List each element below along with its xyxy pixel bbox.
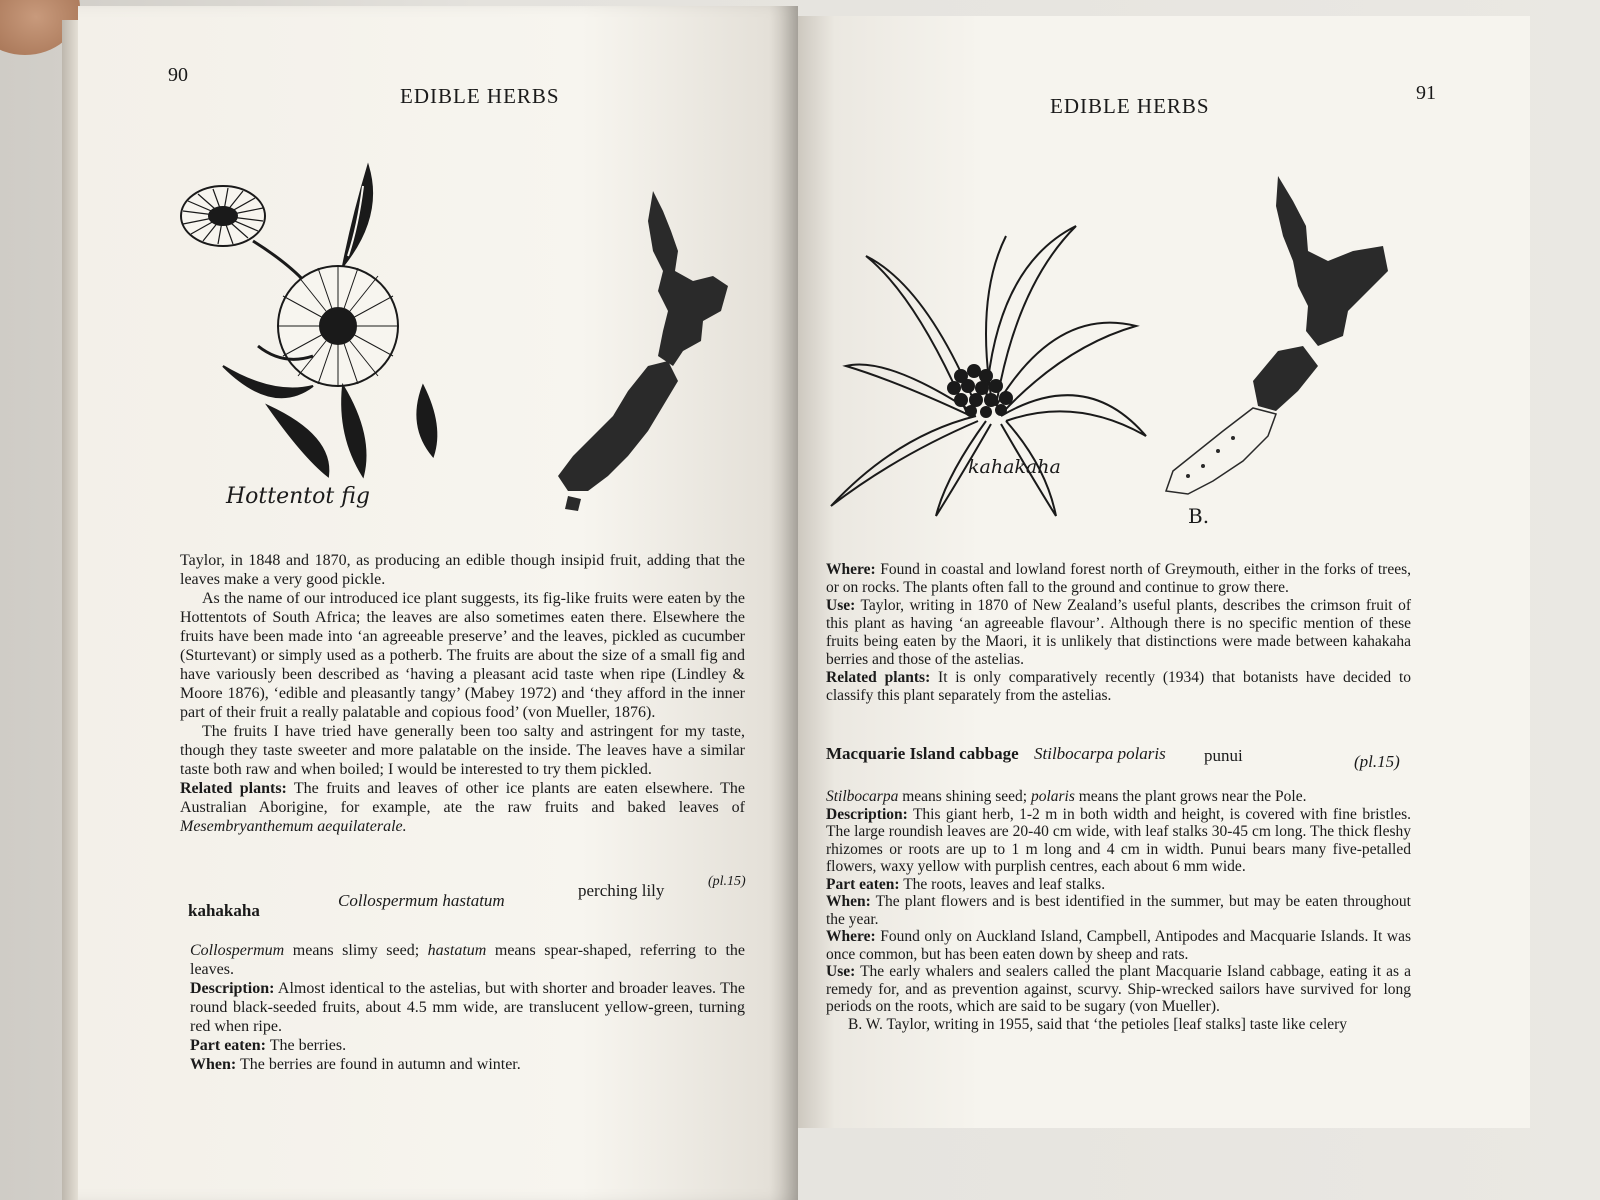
- left-body-text: [180, 551, 745, 836]
- related-plants-label: Related plants:: [180, 780, 287, 797]
- entry-scientific-name: Stilbocarpa polaris: [1034, 744, 1166, 763]
- illustration-label: kahakaha: [968, 456, 1061, 478]
- when-text: The berries are found in autumn and winter.: [239, 1056, 521, 1073]
- genus-name: Stilbocarpa: [826, 788, 899, 805]
- related-plants: [826, 669, 1411, 705]
- paragraph: Taylor, in 1848 and 1870, as producing an edible though insipid fruit, adding that the leaves make a very good pickle.: [180, 552, 745, 588]
- related-plants-label: Related plants:: [826, 669, 931, 686]
- paragraph: As the name of our introduced ice plant suggests, its fig-like fruits were eaten by the Hottentots of South Africa; the leaves are also sometimes eaten there. Elsewhere the fruits have been made into ‘an agreeable preserve’ and the leaves, pickled as cucumber (Sturtevant) or simply used as a potherb. The fruits are about the size of a small fig and have variously been described as ‘having a pleasant acid taste when ripe (Lindley & Moore 1876), ‘edible and pleasantly tangy’ (Mabey 1972) and ‘they afford in the inner part of their fruit a really palatable and copious food’ (von Mueller, 1876).: [180, 590, 745, 721]
- species-name: polaris: [1030, 788, 1075, 805]
- use-text: The early whalers and sealers called the plant Macquarie Island cabbage, eating it as a remedy for, and as prevention against, scurvy. Ship-wrecked sailors have survived for long periods on the roots, which are said to be sugary (von Mueller).: [826, 963, 1411, 1015]
- entry-scientific-name: Collospermum hastatum: [338, 891, 505, 910]
- description-text: Almost identical to the astelias, but with shorter and broader leaves. The round black-seeded fruits, about 4.5 mm wide, are translucent yellow-green, turning red when ripe.: [190, 980, 745, 1035]
- part-eaten: [190, 1036, 745, 1055]
- related-plants-text: It is only comparatively recently (1934) that botanists have decided to classify this plant separately from the astelias.: [826, 669, 1412, 704]
- macquarie-entry-text: [826, 788, 1411, 1033]
- genus-meaning: means slimy seed;: [292, 942, 420, 959]
- part-eaten: [826, 876, 1411, 894]
- right-body-text: [826, 561, 1411, 705]
- where: [826, 561, 1411, 597]
- kahakaha-illustration: [826, 206, 1156, 526]
- entry-common-name: Macquarie Island cabbage: [826, 744, 1019, 763]
- use-label: Use:: [826, 597, 856, 614]
- nz-distribution-map: [553, 191, 753, 521]
- use-label: Use:: [826, 963, 856, 980]
- species-meaning: means spear-shaped, referring to the leaves.: [190, 942, 746, 978]
- page-number: 91: [1416, 82, 1436, 104]
- part-eaten-label: Part eaten:: [190, 1037, 266, 1054]
- where: [826, 928, 1411, 963]
- etymology: [190, 941, 745, 979]
- etymology: [826, 788, 1411, 806]
- right-page: [798, 16, 1530, 1128]
- related-plants-paragraph: [180, 779, 745, 836]
- description-text: This giant herb, 1-2 m in both width and height, is covered with fine bristles. The large roundish leaves are 20-40 cm wide, with leaf stalks 30-45 cm long. The thick fleshy rhizomes or roots are up to 1 m long and 4 cm in width. Punui bears many five-petalled flowers, waxy yellow with purplish centres, each about 6 mm wide.: [826, 805, 1411, 875]
- last-line: B. W. Taylor, writing in 1955, said that ‘the petioles [leaf stalks] taste like celery: [848, 1015, 1348, 1033]
- entry-plate-ref: (pl.15): [708, 874, 746, 889]
- nz-distribution-map: [1158, 176, 1418, 536]
- map-mark: B.: [1188, 504, 1210, 528]
- when: [826, 893, 1411, 928]
- description-label: Description:: [190, 980, 275, 997]
- part-eaten-text: The roots, leaves and leaf stalks.: [903, 875, 1106, 893]
- use: [826, 597, 1411, 669]
- entry-alt-name: perching lily: [578, 881, 665, 900]
- running-head: EDIBLE HERBS: [400, 84, 560, 108]
- entry-alt-name: punui: [1204, 746, 1243, 765]
- entry-common-name: kahakaha: [188, 901, 260, 920]
- when-label: When:: [190, 1056, 237, 1073]
- where-text: Found only on Auckland Island, Campbell, Antipodes and Macquarie Islands. It was once common, but has been eaten down by sheep and rats.: [826, 928, 1411, 963]
- related-plants-text: The fruits and leaves of other ice plants are eaten elsewhere. The Australian Aborigine, for example, ate the raw fruits and baked leaves of: [180, 780, 745, 816]
- left-page: [78, 6, 798, 1200]
- description: [826, 806, 1411, 876]
- hottentot-fig-illustration: [163, 156, 463, 486]
- entry-heading: [188, 874, 758, 920]
- species-meaning: means the plant grows near the Pole.: [1078, 788, 1307, 805]
- page-number: 90: [168, 64, 188, 86]
- entry-heading: [826, 744, 1416, 774]
- when: [190, 1055, 745, 1074]
- kahakaha-entry-text: [190, 941, 745, 1074]
- part-eaten-label: Part eaten:: [826, 875, 900, 893]
- genus-meaning: means shining seed;: [902, 788, 1028, 805]
- use: [826, 963, 1411, 1016]
- description-label: Description:: [826, 805, 908, 823]
- description: [190, 979, 745, 1036]
- when-label: When:: [826, 893, 871, 910]
- where-label: Where:: [826, 928, 876, 945]
- entry-plate-ref: (pl.15): [1354, 752, 1400, 771]
- illustration-label: Hottentot fig: [226, 484, 370, 509]
- use-text: Taylor, writing in 1870 of New Zealand’s useful plants, describes the crimson fruit of this plant as having ‘an agreeable flavour’. Although there is no specific mention of these fruits being eaten by the Maori, it is unlikely that distinctions were made between kahakaha berries and those of the astelias.: [826, 597, 1411, 668]
- where-label: Where:: [826, 561, 876, 578]
- species-name: hastatum: [427, 942, 487, 959]
- part-eaten-text: The berries.: [269, 1037, 347, 1054]
- running-head: EDIBLE HERBS: [1050, 94, 1210, 118]
- related-plants-species: Mesembryanthemum aequilaterale.: [180, 818, 407, 835]
- paragraph: The fruits I have tried have generally been too salty and astringent for my taste, though they taste sweeter and more palatable on the inside. The leaves have a similar taste both raw and when boiled; I would be interested to try them pickled.: [180, 723, 745, 778]
- where-text: Found in coastal and lowland forest north of Greymouth, either in the forks of trees, or on rocks. The plants often fall to the ground and continue to grow there.: [826, 561, 1411, 596]
- genus-name: Collospermum: [190, 942, 285, 959]
- when-text: The plant flowers and is best identified in the summer, but may be eaten throughout the year.: [826, 893, 1411, 928]
